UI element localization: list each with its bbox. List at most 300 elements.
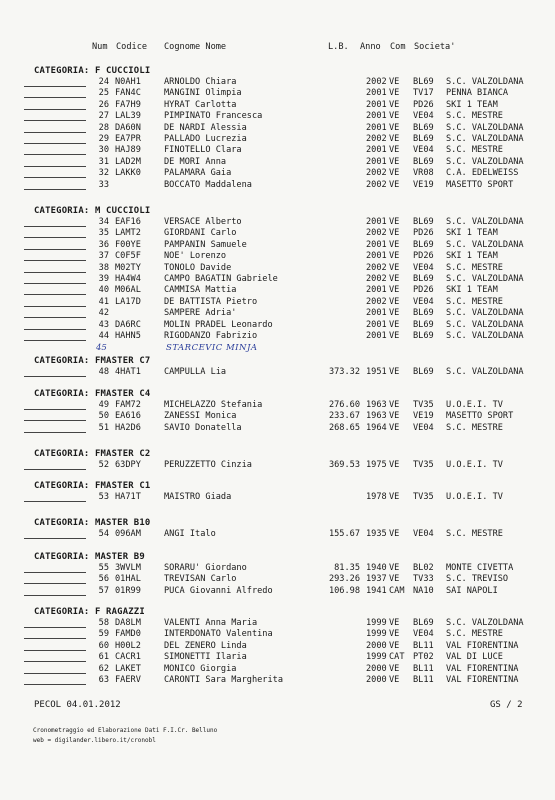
table-row (0, 240, 555, 251)
bib-number: 50 (98, 411, 109, 422)
table-row (0, 308, 555, 319)
club-name: SKI 1 TEAM (446, 251, 498, 262)
club-code: BL69 (413, 618, 434, 628)
athlete-code: LA17D (115, 296, 141, 307)
bib-number: 42 (98, 308, 109, 319)
committee: VE (389, 640, 400, 651)
table-row (0, 100, 555, 111)
bib-number: 57 (98, 585, 109, 596)
athlete-name: VALENTI Anna Maria (164, 618, 258, 628)
club-code: TV33 (413, 574, 434, 585)
club-code: VE19 (413, 179, 434, 190)
athlete-code: HA2D6 (115, 422, 141, 433)
athlete-name: DEL ZENERO Linda (164, 640, 247, 651)
athlete-name: TREVISAN Carlo (164, 574, 237, 585)
athlete-name: DE BATTISTA Pietro (164, 296, 258, 307)
bib-number: 60 (98, 640, 109, 651)
athlete-code: FAERV (115, 675, 141, 685)
handwriting-line (24, 260, 86, 261)
lb-value: 106.98 (328, 585, 360, 596)
club-code: VE04 (413, 629, 434, 640)
committee: VE (389, 422, 400, 433)
handwriting-line (24, 177, 86, 178)
club-name: MASETTO SPORT (446, 179, 514, 190)
table-row (0, 123, 555, 134)
bib-number: 34 (98, 217, 109, 227)
committee: VE (389, 296, 400, 307)
birth-year: 2002 (366, 179, 387, 190)
category-title: CATEGORIA: M CUCCIOLI (34, 206, 151, 216)
table-row (0, 641, 555, 652)
club-code: BL69 (413, 308, 434, 319)
header-cognome-nome: Cognome Nome (164, 42, 227, 52)
footer-page-number: GS / 2 (490, 700, 523, 710)
athlete-code: 4HAT1 (115, 367, 141, 377)
birth-year: 1963 (366, 400, 387, 410)
handwriting-line (24, 166, 86, 167)
athlete-name: PUCA Giovanni Alfredo (164, 585, 273, 596)
header-societa: Societa' (414, 42, 456, 52)
club-code: TV35 (413, 400, 434, 410)
club-name: S.C. MESTRE (446, 296, 503, 307)
committee: VE (389, 411, 400, 422)
athlete-name: SIMONETTI Ilaria (164, 652, 247, 663)
birth-year: 1975 (366, 460, 387, 470)
bib-number: 33 (98, 179, 109, 190)
committee: VE (389, 228, 400, 239)
birth-year: 2001 (366, 122, 387, 133)
category-title: CATEGORIA: F RAGAZZI (34, 607, 145, 617)
bib-number: 63 (98, 675, 109, 685)
bib-number: 29 (98, 134, 109, 144)
handwriting-line (24, 189, 86, 190)
club-name: MASETTO SPORT (446, 411, 514, 422)
header-com: Com (390, 42, 406, 52)
bib-number: 53 (98, 492, 109, 502)
table-row (0, 320, 555, 331)
athlete-name: INTERDONATO Valentina (164, 629, 273, 640)
birth-year: 2000 (366, 663, 387, 674)
handwriting-line (24, 684, 86, 685)
table-row (0, 492, 555, 503)
handwriting-line (24, 583, 86, 584)
athlete-name: PAMPANIN Samuele (164, 239, 247, 250)
club-code: TV35 (413, 492, 434, 502)
athlete-code: H00L2 (115, 640, 141, 651)
birth-year: 2001 (366, 251, 387, 262)
birth-year: 2002 (366, 274, 387, 284)
athlete-code: HAJ89 (115, 145, 141, 156)
club-code: VE04 (413, 145, 434, 156)
birth-year: 1940 (366, 563, 387, 573)
club-name: S.C. VALZOLDANA (446, 308, 524, 319)
birth-year: 1964 (366, 422, 387, 433)
footer-website: web = digilander.libero.it/cronobl (33, 737, 156, 744)
handwriting-line (24, 329, 86, 330)
athlete-name: ZANESSI Monica (164, 411, 237, 422)
club-name: PENNA BIANCA (446, 88, 509, 99)
handwriting-line (24, 627, 86, 628)
athlete-code: FA7H9 (115, 99, 141, 110)
club-name: S.C. MESTRE (446, 145, 503, 156)
committee: VE (389, 331, 400, 341)
athlete-code: HAHN5 (115, 331, 141, 341)
club-code: BL69 (413, 217, 434, 227)
athlete-code: HA4W4 (115, 274, 141, 284)
athlete-name: ANGI Italo (164, 529, 216, 539)
club-code: BL69 (413, 134, 434, 144)
handwriting-line (24, 283, 86, 284)
bib-number: 41 (98, 296, 109, 307)
handwriting-line (24, 432, 86, 433)
birth-year: 1935 (366, 529, 387, 539)
athlete-code: CACR1 (115, 652, 141, 663)
birth-year: 1963 (366, 411, 387, 422)
footer-credit: Cronometraggio ed Elaborazione Dati F.I.Cr. Belluno (33, 727, 218, 734)
club-code: PD26 (413, 228, 434, 239)
table-row (0, 285, 555, 296)
athlete-code: C0F5F (115, 251, 141, 262)
table-row (0, 574, 555, 585)
club-name: SKI 1 TEAM (446, 228, 498, 239)
handwriting-line (24, 501, 86, 502)
athlete-name: MANGINI Olimpia (164, 88, 242, 99)
table-row (0, 274, 555, 285)
club-name: S.C. MESTRE (446, 629, 503, 640)
category-title: CATEGORIA: F CUCCIOLI (34, 66, 151, 76)
athlete-code: EA7PR (115, 134, 141, 144)
athlete-name: DE NARDI Alessia (164, 122, 247, 133)
athlete-code: N0AH1 (115, 77, 141, 87)
header-num: Num (92, 42, 108, 52)
club-name: U.O.E.I. TV (446, 460, 503, 470)
club-code: BL11 (413, 675, 434, 685)
club-name: S.C. VALZOLDANA (446, 319, 524, 330)
club-name: SKI 1 TEAM (446, 99, 498, 110)
club-name: SAI NAPOLI (446, 585, 498, 596)
bib-number: 25 (98, 88, 109, 99)
committee: VE (389, 274, 400, 284)
handwriting-line (24, 154, 86, 155)
club-code: VE19 (413, 411, 434, 422)
athlete-name: CAMMISA Mattia (164, 285, 237, 296)
handwriting-line (24, 469, 86, 470)
committee: VE (389, 179, 400, 190)
bib-number: 58 (98, 618, 109, 628)
table-row (0, 331, 555, 342)
athlete-name: MAISTRO Giada (164, 492, 232, 502)
committee: VE (389, 168, 400, 179)
birth-year: 2001 (366, 239, 387, 250)
club-name: S.C. VALZOLDANA (446, 331, 524, 341)
bib-number: 24 (98, 77, 109, 87)
table-row (0, 618, 555, 629)
birth-year: 1978 (366, 492, 387, 502)
club-name: S.C. VALZOLDANA (446, 156, 524, 167)
athlete-code: F00YE (115, 239, 141, 250)
table-row (0, 460, 555, 471)
header-lb: L.B. (328, 42, 349, 52)
handwriting-line (24, 673, 86, 674)
club-name: VAL FIORENTINA (446, 640, 519, 651)
table-row (0, 168, 555, 179)
club-name: MONTE CIVETTA (446, 563, 514, 573)
handwritten-num: 45 (96, 343, 107, 353)
club-name: S.C. VALZOLDANA (446, 217, 524, 227)
athlete-code: FAM72 (115, 400, 141, 410)
club-name: S.C. VALZOLDANA (446, 239, 524, 250)
club-code: PD26 (413, 99, 434, 110)
table-row (0, 586, 555, 597)
bib-number: 59 (98, 629, 109, 640)
handwriting-line (24, 376, 86, 377)
table-row (0, 652, 555, 663)
birth-year: 2001 (366, 156, 387, 167)
table-row (0, 529, 555, 540)
bib-number: 26 (98, 99, 109, 110)
athlete-name: RIGODANZO Fabrizio (164, 331, 258, 341)
committee: VE (389, 367, 400, 377)
committee: VE (389, 262, 400, 273)
table-row (0, 367, 555, 378)
committee: VE (389, 145, 400, 156)
athlete-code: 01R99 (115, 585, 141, 596)
athlete-code: LAL39 (115, 111, 141, 122)
club-code: BL69 (413, 331, 434, 341)
athlete-name: DE MORI Anna (164, 156, 227, 167)
athlete-name: ARNOLDO Chiara (164, 77, 237, 87)
committee: VE (389, 492, 400, 502)
bib-number: 54 (98, 529, 109, 539)
club-name: S.C. TREVISO (446, 574, 509, 585)
bib-number: 48 (98, 367, 109, 377)
lb-value: 276.60 (328, 400, 360, 410)
club-name: S.C. VALZOLDANA (446, 274, 524, 284)
category-title: CATEGORIA: FMASTER C1 (34, 481, 151, 491)
athlete-code: FAN4C (115, 88, 141, 99)
table-row (0, 157, 555, 168)
bib-number: 31 (98, 156, 109, 167)
category-title: CATEGORIA: MASTER B10 (34, 518, 151, 528)
table-row (0, 134, 555, 145)
athlete-code: LAKK0 (115, 168, 141, 179)
athlete-name: FINOTELLO Clara (164, 145, 242, 156)
bib-number: 43 (98, 319, 109, 330)
club-name: S.C. VALZOLDANA (446, 618, 524, 628)
athlete-code: LAKET (115, 663, 141, 674)
lb-value: 373.32 (328, 367, 360, 377)
handwriting-line (24, 595, 86, 596)
club-code: PD26 (413, 285, 434, 296)
committee: VE (389, 251, 400, 262)
committee: CAT (389, 652, 405, 663)
athlete-name: PERUZZETTO Cinzia (164, 460, 252, 470)
athlete-name: SAMPERE Adria' (164, 308, 237, 319)
handwriting-line (24, 420, 86, 421)
committee: VE (389, 618, 400, 628)
bib-number: 56 (98, 574, 109, 585)
birth-year: 1999 (366, 618, 387, 628)
column-header (0, 42, 555, 54)
table-row (0, 664, 555, 675)
committee: VE (389, 122, 400, 133)
club-code: BL69 (413, 156, 434, 167)
athlete-name: BOCCATO Maddalena (164, 179, 252, 190)
birth-year: 2001 (366, 111, 387, 122)
handwriting-line (24, 97, 86, 98)
committee: VE (389, 217, 400, 227)
category-title: CATEGORIA: FMASTER C4 (34, 389, 151, 399)
club-name: U.O.E.I. TV (446, 492, 503, 502)
committee: VE (389, 134, 400, 144)
bib-number: 32 (98, 168, 109, 179)
club-code: NA10 (413, 585, 434, 596)
bib-number: 27 (98, 111, 109, 122)
handwriting-line (24, 143, 86, 144)
committee: VE (389, 675, 400, 685)
athlete-name: MOLIN PRADEL Leonardo (164, 319, 273, 330)
lb-value: 369.53 (328, 460, 360, 470)
club-name: VAL FIORENTINA (446, 663, 519, 674)
bib-number: 39 (98, 274, 109, 284)
table-row (0, 217, 555, 228)
birth-year: 2000 (366, 640, 387, 651)
athlete-name: MICHELAZZO Stefania (164, 400, 263, 410)
bib-number: 49 (98, 400, 109, 410)
committee: VE (389, 156, 400, 167)
table-row (0, 297, 555, 308)
handwriting-line (24, 109, 86, 110)
committee: VE (389, 77, 400, 87)
club-code: BL11 (413, 640, 434, 651)
bib-number: 30 (98, 145, 109, 156)
handwriting-line (24, 272, 86, 273)
club-code: BL69 (413, 77, 434, 87)
athlete-name: SORARU' Giordano (164, 563, 247, 573)
handwriting-line (24, 237, 86, 238)
club-code: TV17 (413, 88, 434, 99)
club-name: S.C. VALZOLDANA (446, 122, 524, 133)
club-name: S.C. VALZOLDANA (446, 134, 524, 144)
committee: VE (389, 99, 400, 110)
birth-year: 2001 (366, 99, 387, 110)
athlete-code: M06AL (115, 285, 141, 296)
table-row (0, 88, 555, 99)
committee: VE (389, 308, 400, 319)
club-code: BL69 (413, 239, 434, 250)
bib-number: 61 (98, 652, 109, 663)
handwriting-line (24, 120, 86, 121)
birth-year: 1999 (366, 652, 387, 663)
handwriting-line (24, 317, 86, 318)
athlete-name: TONOLO Davide (164, 262, 232, 273)
birth-year: 1941 (366, 585, 387, 596)
handwriting-line (24, 409, 86, 410)
committee: VE (389, 319, 400, 330)
bib-number: 62 (98, 663, 109, 674)
club-code: BL69 (413, 122, 434, 133)
table-row (0, 251, 555, 262)
athlete-code: EA616 (115, 411, 141, 422)
birth-year: 2001 (366, 319, 387, 330)
handwriting-line (24, 294, 86, 295)
birth-year: 2002 (366, 228, 387, 239)
committee: VE (389, 239, 400, 250)
bib-number: 44 (98, 331, 109, 341)
athlete-name: VERSACE Alberto (164, 217, 242, 227)
handwritten-name: STARCEVIC MINJA (166, 343, 258, 353)
athlete-code: 3WVLM (115, 563, 141, 573)
club-code: BL69 (413, 367, 434, 377)
athlete-name: HYRAT Carlotta (164, 99, 237, 110)
athlete-name: CARONTI Sara Margherita (164, 675, 283, 685)
club-code: VE04 (413, 529, 434, 539)
table-row (0, 400, 555, 411)
club-code: VE04 (413, 262, 434, 273)
club-code: BL02 (413, 563, 434, 573)
athlete-code: 63DPY (115, 460, 141, 470)
club-code: BL11 (413, 663, 434, 674)
category-title: CATEGORIA: FMASTER C7 (34, 356, 151, 366)
club-code: BL69 (413, 274, 434, 284)
club-code: VE04 (413, 422, 434, 433)
club-code: VE04 (413, 111, 434, 122)
handwriting-line (24, 249, 86, 250)
birth-year: 2002 (366, 77, 387, 87)
birth-year: 2002 (366, 262, 387, 273)
athlete-code: HA71T (115, 492, 141, 502)
bib-number: 35 (98, 228, 109, 239)
birth-year: 1951 (366, 367, 387, 377)
birth-year: 2001 (366, 308, 387, 319)
club-name: S.C. MESTRE (446, 262, 503, 273)
birth-year: 1999 (366, 629, 387, 640)
lb-value: 233.67 (328, 411, 360, 422)
athlete-name: NOE' Lorenzo (164, 251, 227, 262)
committee: VE (389, 574, 400, 585)
athlete-code: LAMT2 (115, 228, 141, 239)
bib-number: 52 (98, 460, 109, 470)
club-name: S.C. VALZOLDANA (446, 77, 524, 87)
club-name: U.O.E.I. TV (446, 400, 503, 410)
bib-number: 38 (98, 262, 109, 273)
committee: VE (389, 663, 400, 674)
committee: VE (389, 529, 400, 539)
committee: VE (389, 285, 400, 296)
table-row (0, 77, 555, 88)
handwriting-line (24, 661, 86, 662)
header-anno: Anno (360, 42, 381, 52)
handwriting-line (24, 340, 86, 341)
bib-number: 40 (98, 285, 109, 296)
bib-number: 28 (98, 122, 109, 133)
table-row (0, 629, 555, 640)
club-code: PT02 (413, 652, 434, 663)
club-name: S.C. MESTRE (446, 111, 503, 122)
club-code: PD26 (413, 251, 434, 262)
committee: VE (389, 629, 400, 640)
athlete-code: 01HAL (115, 574, 141, 585)
committee: VE (389, 460, 400, 470)
header-codice: Codice (116, 42, 148, 52)
table-row (0, 563, 555, 574)
handwriting-line (24, 638, 86, 639)
athlete-name: GIORDANI Carlo (164, 228, 237, 239)
athlete-code: LAD2M (115, 156, 141, 167)
birth-year: 2002 (366, 134, 387, 144)
club-code: BL69 (413, 319, 434, 330)
handwriting-line (24, 650, 86, 651)
